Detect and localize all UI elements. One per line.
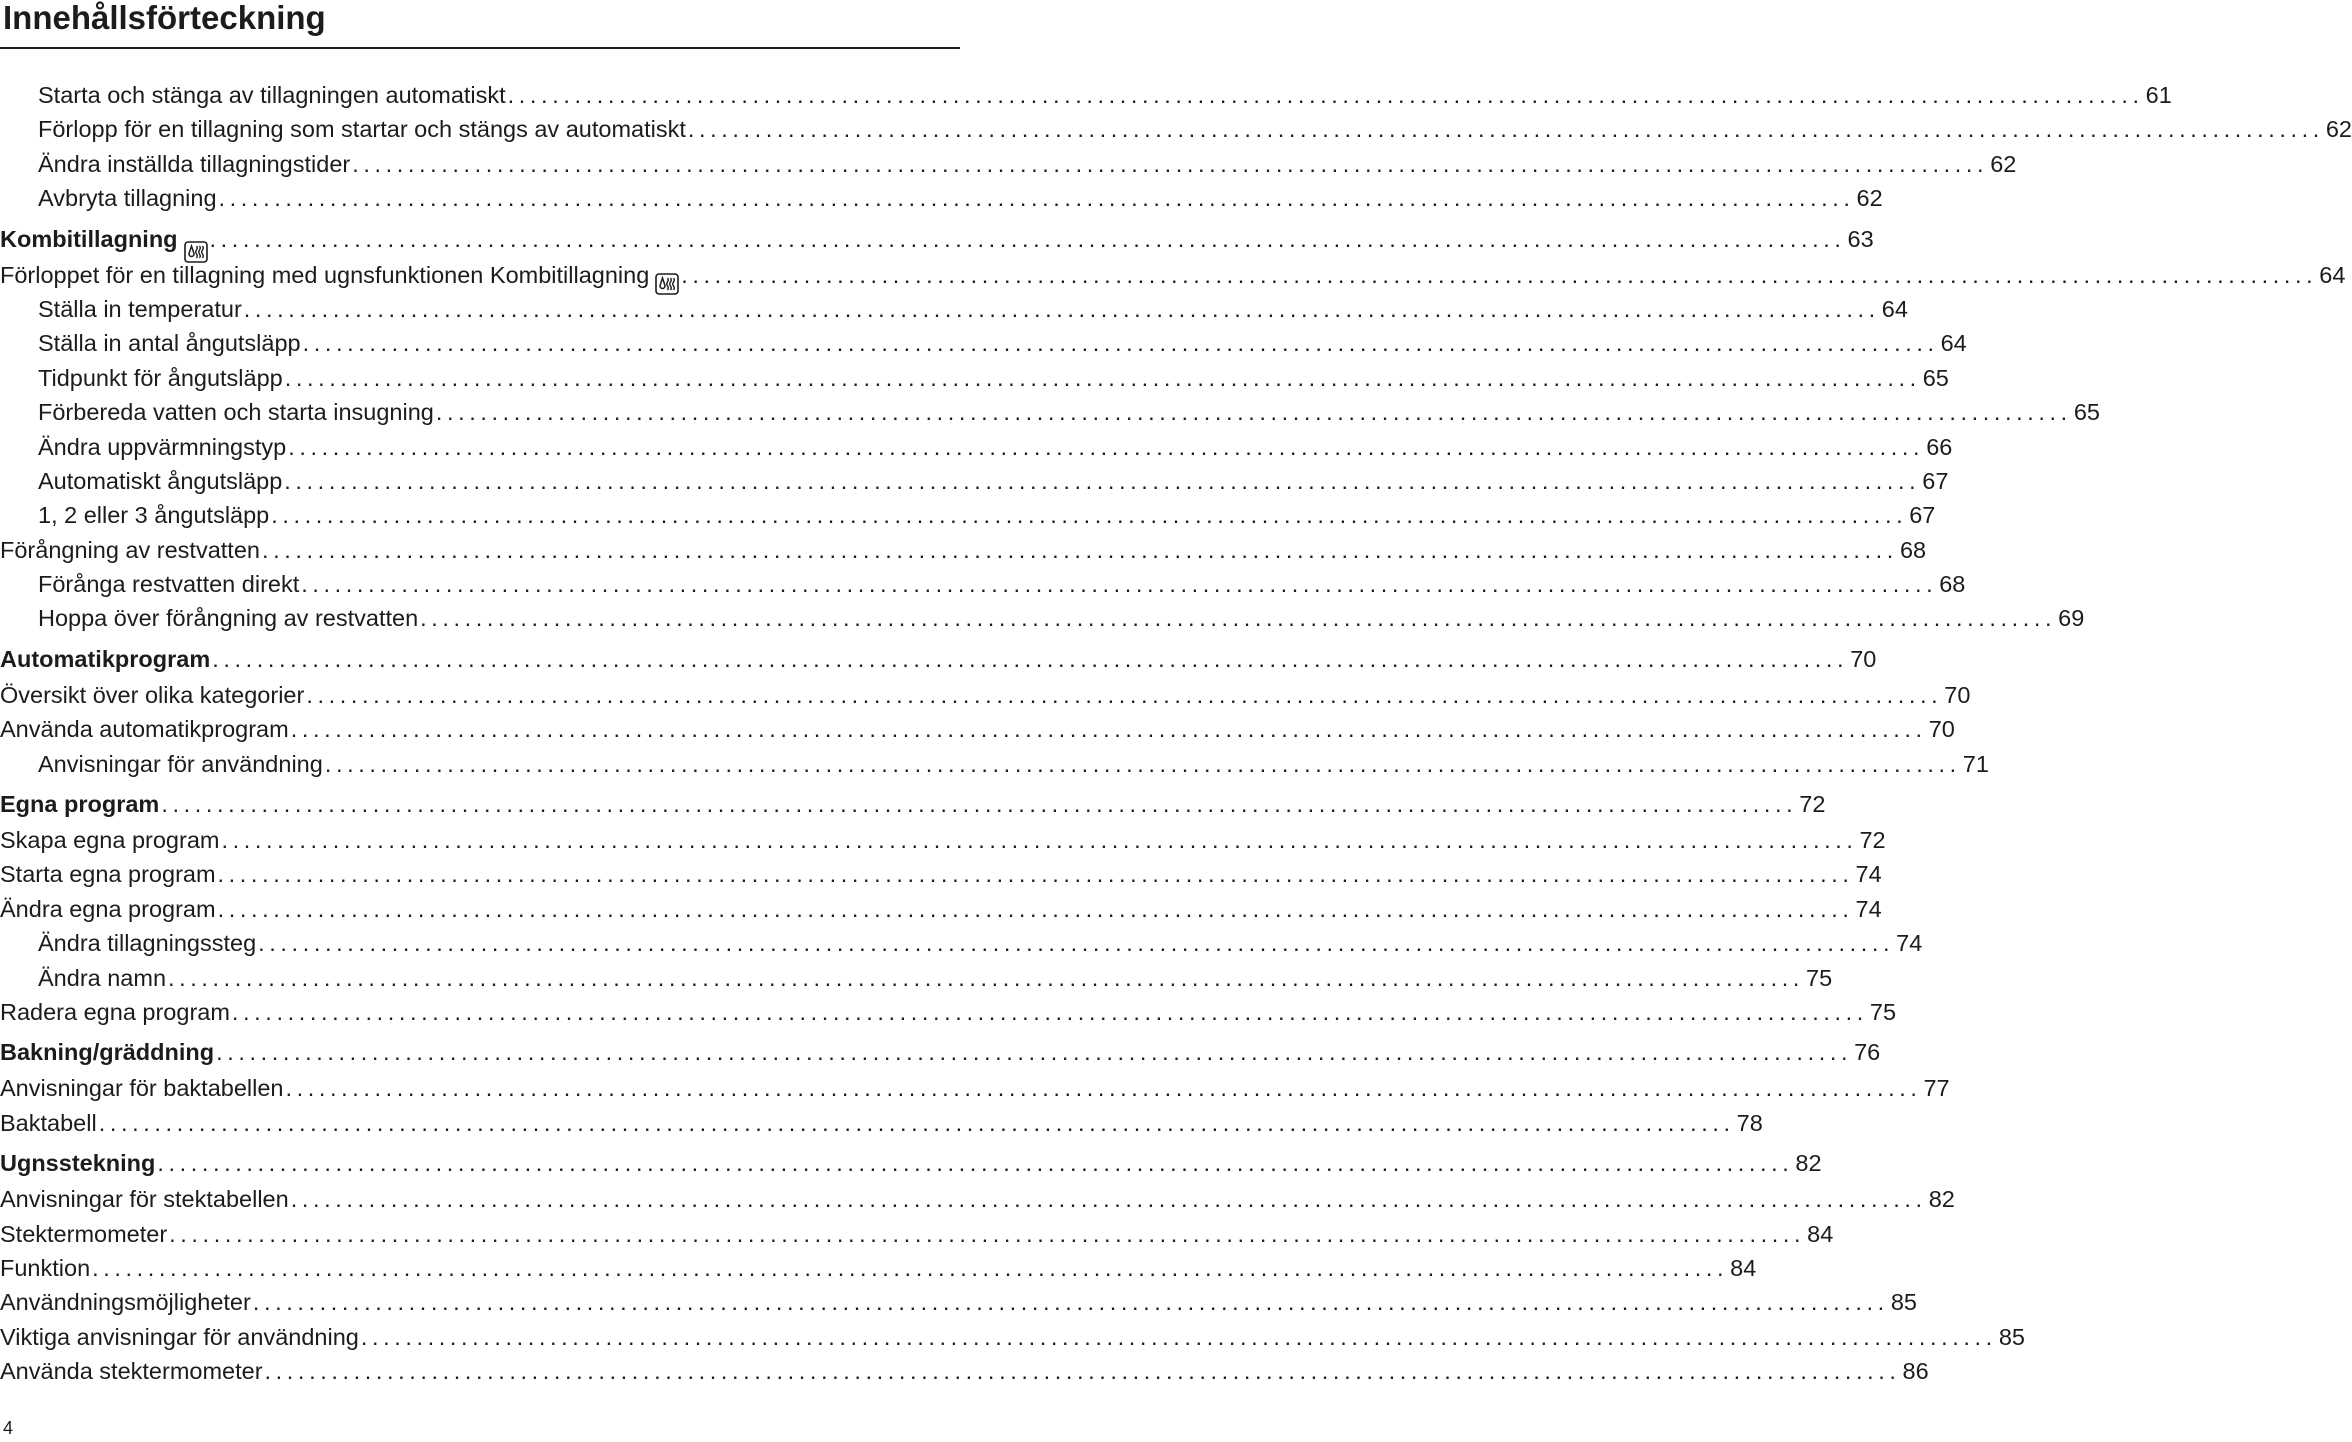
toc-entry-page: 64 [2319,261,2346,288]
toc-entry-page: 85 [1890,1289,1917,1316]
toc-entry-title: Ställa in antal ångutsläpp [38,330,301,357]
dot-leader: ................................................................................................................................................... [352,150,1989,177]
toc-entry-page: 66 [1926,433,1953,460]
toc-entry-title: Ställa in temperatur [38,295,242,322]
dot-leader: ................................................................................................................................................... [216,1039,1853,1066]
toc-entry-title: Ändra uppvärmningstyp [38,433,287,460]
toc-entry[interactable] [0,326,1967,360]
toc-entry-page: 74 [1896,930,1923,957]
toc-entry-page: 68 [1899,536,1927,563]
dot-leader: ................................................................................................................................................... [243,295,1880,322]
toc-entry-page: 69 [2058,605,2085,632]
toc-entry-title: Stektermometer [0,1220,168,1247]
toc-entry[interactable] [0,640,1877,678]
toc-entry[interactable] [0,181,1883,215]
toc-entry-title: Automatikprogram [0,645,211,672]
toc-entry-title: Funktion [0,1254,91,1281]
toc-entry[interactable] [0,1320,2025,1354]
dot-leader: ................................................................................................................................................... [687,116,2324,143]
dot-leader: ................................................................................................................................................... [161,791,1798,818]
toc-entry[interactable] [0,147,2017,181]
combi-steam-icon [655,270,679,292]
dot-leader: ................................................................................................................................................... [209,225,1846,252]
toc-entry[interactable] [0,1217,1834,1251]
toc-entry-page: 78 [1736,1109,1763,1136]
toc-entry-title: Radera egna program [0,998,230,1025]
toc-entry-page: 75 [1869,998,1897,1025]
toc-entry[interactable] [0,78,2172,112]
toc-entry-title: Förloppet för en tillagning med ugnsfunktionen Kombitillagning [0,261,650,288]
toc-entry[interactable] [0,1285,1917,1319]
toc-entry[interactable] [0,1251,1757,1285]
toc-entry[interactable] [0,498,1936,532]
toc-entry-page: 68 [1939,571,1966,598]
toc-entry-page: 77 [1923,1075,1950,1102]
toc-entry-page: 84 [1807,1220,1834,1247]
dot-leader: ................................................................................................................................................... [284,467,1921,494]
toc-entry-page: 62 [2325,116,2352,143]
toc-entry-title: Förånga restvatten direkt [38,571,300,598]
dot-leader: ................................................................................................................................................... [507,81,2144,108]
toc-entry-page: 72 [1859,827,1886,854]
toc-entry-title: Förbereda vatten och starta insugning [38,399,434,426]
toc-entry[interactable] [0,395,2100,429]
toc-entry-page: 67 [1922,467,1949,494]
toc-entry-title: Starta egna program [0,861,216,888]
dot-leader: ................................................................................................................................................... [301,571,1938,598]
toc-entry-title: Ändra egna program [0,895,216,922]
toc-entry[interactable] [0,1071,1950,1105]
page-title: Innehållsförteckning [3,0,326,36]
toc-entry-page: 70 [1928,716,1955,743]
dot-leader: ................................................................................................................................................... [681,261,2318,288]
toc-entry[interactable] [0,1144,1822,1182]
toc-entry-title: Förlopp för en tillagning som startar och stängs av automatiskt [38,116,686,143]
toc-entry-title: Förångning av restvatten [0,536,260,563]
toc-entry-page: 65 [1922,364,1949,391]
toc-entry-page: 62 [1990,150,2017,177]
dot-leader: ................................................................................................................................................... [324,750,1961,777]
dot-leader: ................................................................................................................................................... [271,502,1908,529]
toc-entry-page: 85 [1998,1323,2025,1350]
toc-entry[interactable] [0,712,1955,746]
dot-leader: ................................................................................................................................................... [217,895,1854,922]
toc-entry[interactable] [0,430,1953,464]
toc-entry[interactable] [0,785,1826,823]
toc-entry-title: Anvisningar för stektabellen [0,1186,289,1213]
dot-leader: ................................................................................................................................................... [169,1220,1806,1247]
toc-entry-title: Ändra namn [38,964,167,991]
toc-entry[interactable] [0,857,1882,891]
toc-entry-title: Ändra inställda tillagningstider [38,150,351,177]
toc-entry[interactable] [0,747,1989,781]
toc-entry-page: 76 [1854,1039,1881,1066]
toc-entry[interactable] [0,892,1882,926]
dot-leader: ................................................................................................................................................... [360,1323,1997,1350]
toc-entry[interactable] [0,1033,1881,1071]
toc-entry-page: 65 [2073,399,2100,426]
toc-entry-page: 71 [1962,750,1989,777]
dot-leader: ................................................................................................................................................... [290,716,1927,743]
dot-leader: ................................................................................................................................................... [288,433,1925,460]
dot-leader: ................................................................................................................................................... [218,185,1855,212]
table-of-contents [0,78,2352,1389]
toc-entry-title: Skapa egna program [0,827,220,854]
toc-entry-page: 82 [1928,1186,1955,1213]
toc-entry-title: Automatiskt ångutsläpp [38,467,283,494]
dot-leader: ................................................................................................................................................... [168,964,1805,991]
toc-entry-page: 62 [1856,185,1883,212]
toc-entry[interactable] [0,1354,1929,1388]
toc-entry-title: Ändra tillagningssteg [38,930,257,957]
toc-entry-page: 84 [1730,1254,1757,1281]
dot-leader: ................................................................................................................................................... [264,1358,1901,1385]
dot-leader: ................................................................................................................................................... [157,1150,1794,1177]
toc-entry-page: 74 [1855,861,1882,888]
page-number: 4 [3,1418,14,1438]
toc-entry-page: 75 [1806,964,1833,991]
toc-entry-title: Anvisningar för baktabellen [0,1075,284,1102]
toc-entry[interactable] [0,926,1923,960]
dot-leader: ................................................................................................................................................... [290,1186,1927,1213]
toc-entry[interactable] [0,1182,1955,1216]
toc-entry-page: 86 [1902,1358,1929,1385]
toc-entry[interactable] [0,292,1908,326]
dot-leader: ................................................................................................................................................... [252,1289,1889,1316]
dot-leader: ................................................................................................................................................... [258,930,1895,957]
toc-entry-title: Användningsmöjligheter [0,1289,251,1316]
toc-entry[interactable] [0,995,1897,1029]
dot-leader: ................................................................................................................................................... [306,681,1943,708]
toc-entry-title: Tidpunkt för ångutsläpp [38,364,283,391]
toc-entry-page: 70 [1944,681,1971,708]
dot-leader: ................................................................................................................................................... [98,1109,1735,1136]
toc-entry-title: Starta och stänga av tillagningen automatiskt [38,81,506,108]
toc-entry-title: Hoppa över förångning av restvatten [38,605,419,632]
title-divider [0,47,960,49]
toc-entry-page: 64 [1940,330,1967,357]
toc-entry-title: Bakning/gräddning [0,1039,215,1066]
toc-entry-title: Egna program [0,791,160,818]
toc-entry-page: 64 [1881,295,1908,322]
toc-entry[interactable] [0,220,1874,258]
toc-entry-page: 82 [1795,1150,1822,1177]
dot-leader: ................................................................................................................................................... [212,645,1849,672]
toc-entry-title: Översikt över olika kategorier [0,681,305,708]
dot-leader: ................................................................................................................................................... [302,330,1939,357]
toc-entry-page: 67 [1909,502,1936,529]
dot-leader: ................................................................................................................................................... [231,998,1868,1025]
dot-leader: ................................................................................................................................................... [261,536,1898,563]
toc-entry[interactable] [0,961,1833,995]
toc-entry-title: Använda automatikprogram [0,716,289,743]
toc-entry[interactable] [0,533,1927,567]
toc-entry-title: Ugnsstekning [0,1150,156,1177]
toc-entry-title: Använda stektermometer [0,1358,263,1385]
combi-steam-icon [184,236,208,258]
dot-leader: ................................................................................................................................................... [420,605,2057,632]
toc-entry[interactable] [0,112,2352,146]
toc-entry[interactable] [0,678,1971,712]
toc-entry-title: 1, 2 eller 3 ångutsläpp [38,502,270,529]
toc-entry-page: 61 [2145,81,2172,108]
dot-leader: ................................................................................................................................................... [285,1075,1922,1102]
toc-entry[interactable] [0,567,1966,601]
dot-leader: ................................................................................................................................................... [435,399,2072,426]
toc-entry[interactable] [0,464,1949,498]
toc-entry[interactable] [0,601,2085,635]
toc-entry-title: Viktiga anvisningar för användning [0,1323,359,1350]
toc-entry-title: Anvisningar för användning [38,750,323,777]
dot-leader: ................................................................................................................................................... [217,861,1854,888]
toc-entry-page: 63 [1847,225,1874,252]
dot-leader: ................................................................................................................................................... [284,364,1921,391]
toc-entry-title: Avbryta tillagning [38,185,217,212]
toc-entry-page: 74 [1855,895,1882,922]
dot-leader: ................................................................................................................................................... [92,1254,1729,1281]
dot-leader: ................................................................................................................................................... [221,827,1858,854]
toc-entry[interactable] [0,361,1949,395]
toc-entry-title: Baktabell [0,1109,97,1136]
toc-entry[interactable] [0,258,2346,292]
toc-entry-title: Kombitillagning [0,225,178,252]
toc-entry-page: 70 [1850,645,1877,672]
toc-entry[interactable] [0,1106,1763,1140]
toc-entry-page: 72 [1799,791,1826,818]
toc-entry[interactable] [0,823,1886,857]
